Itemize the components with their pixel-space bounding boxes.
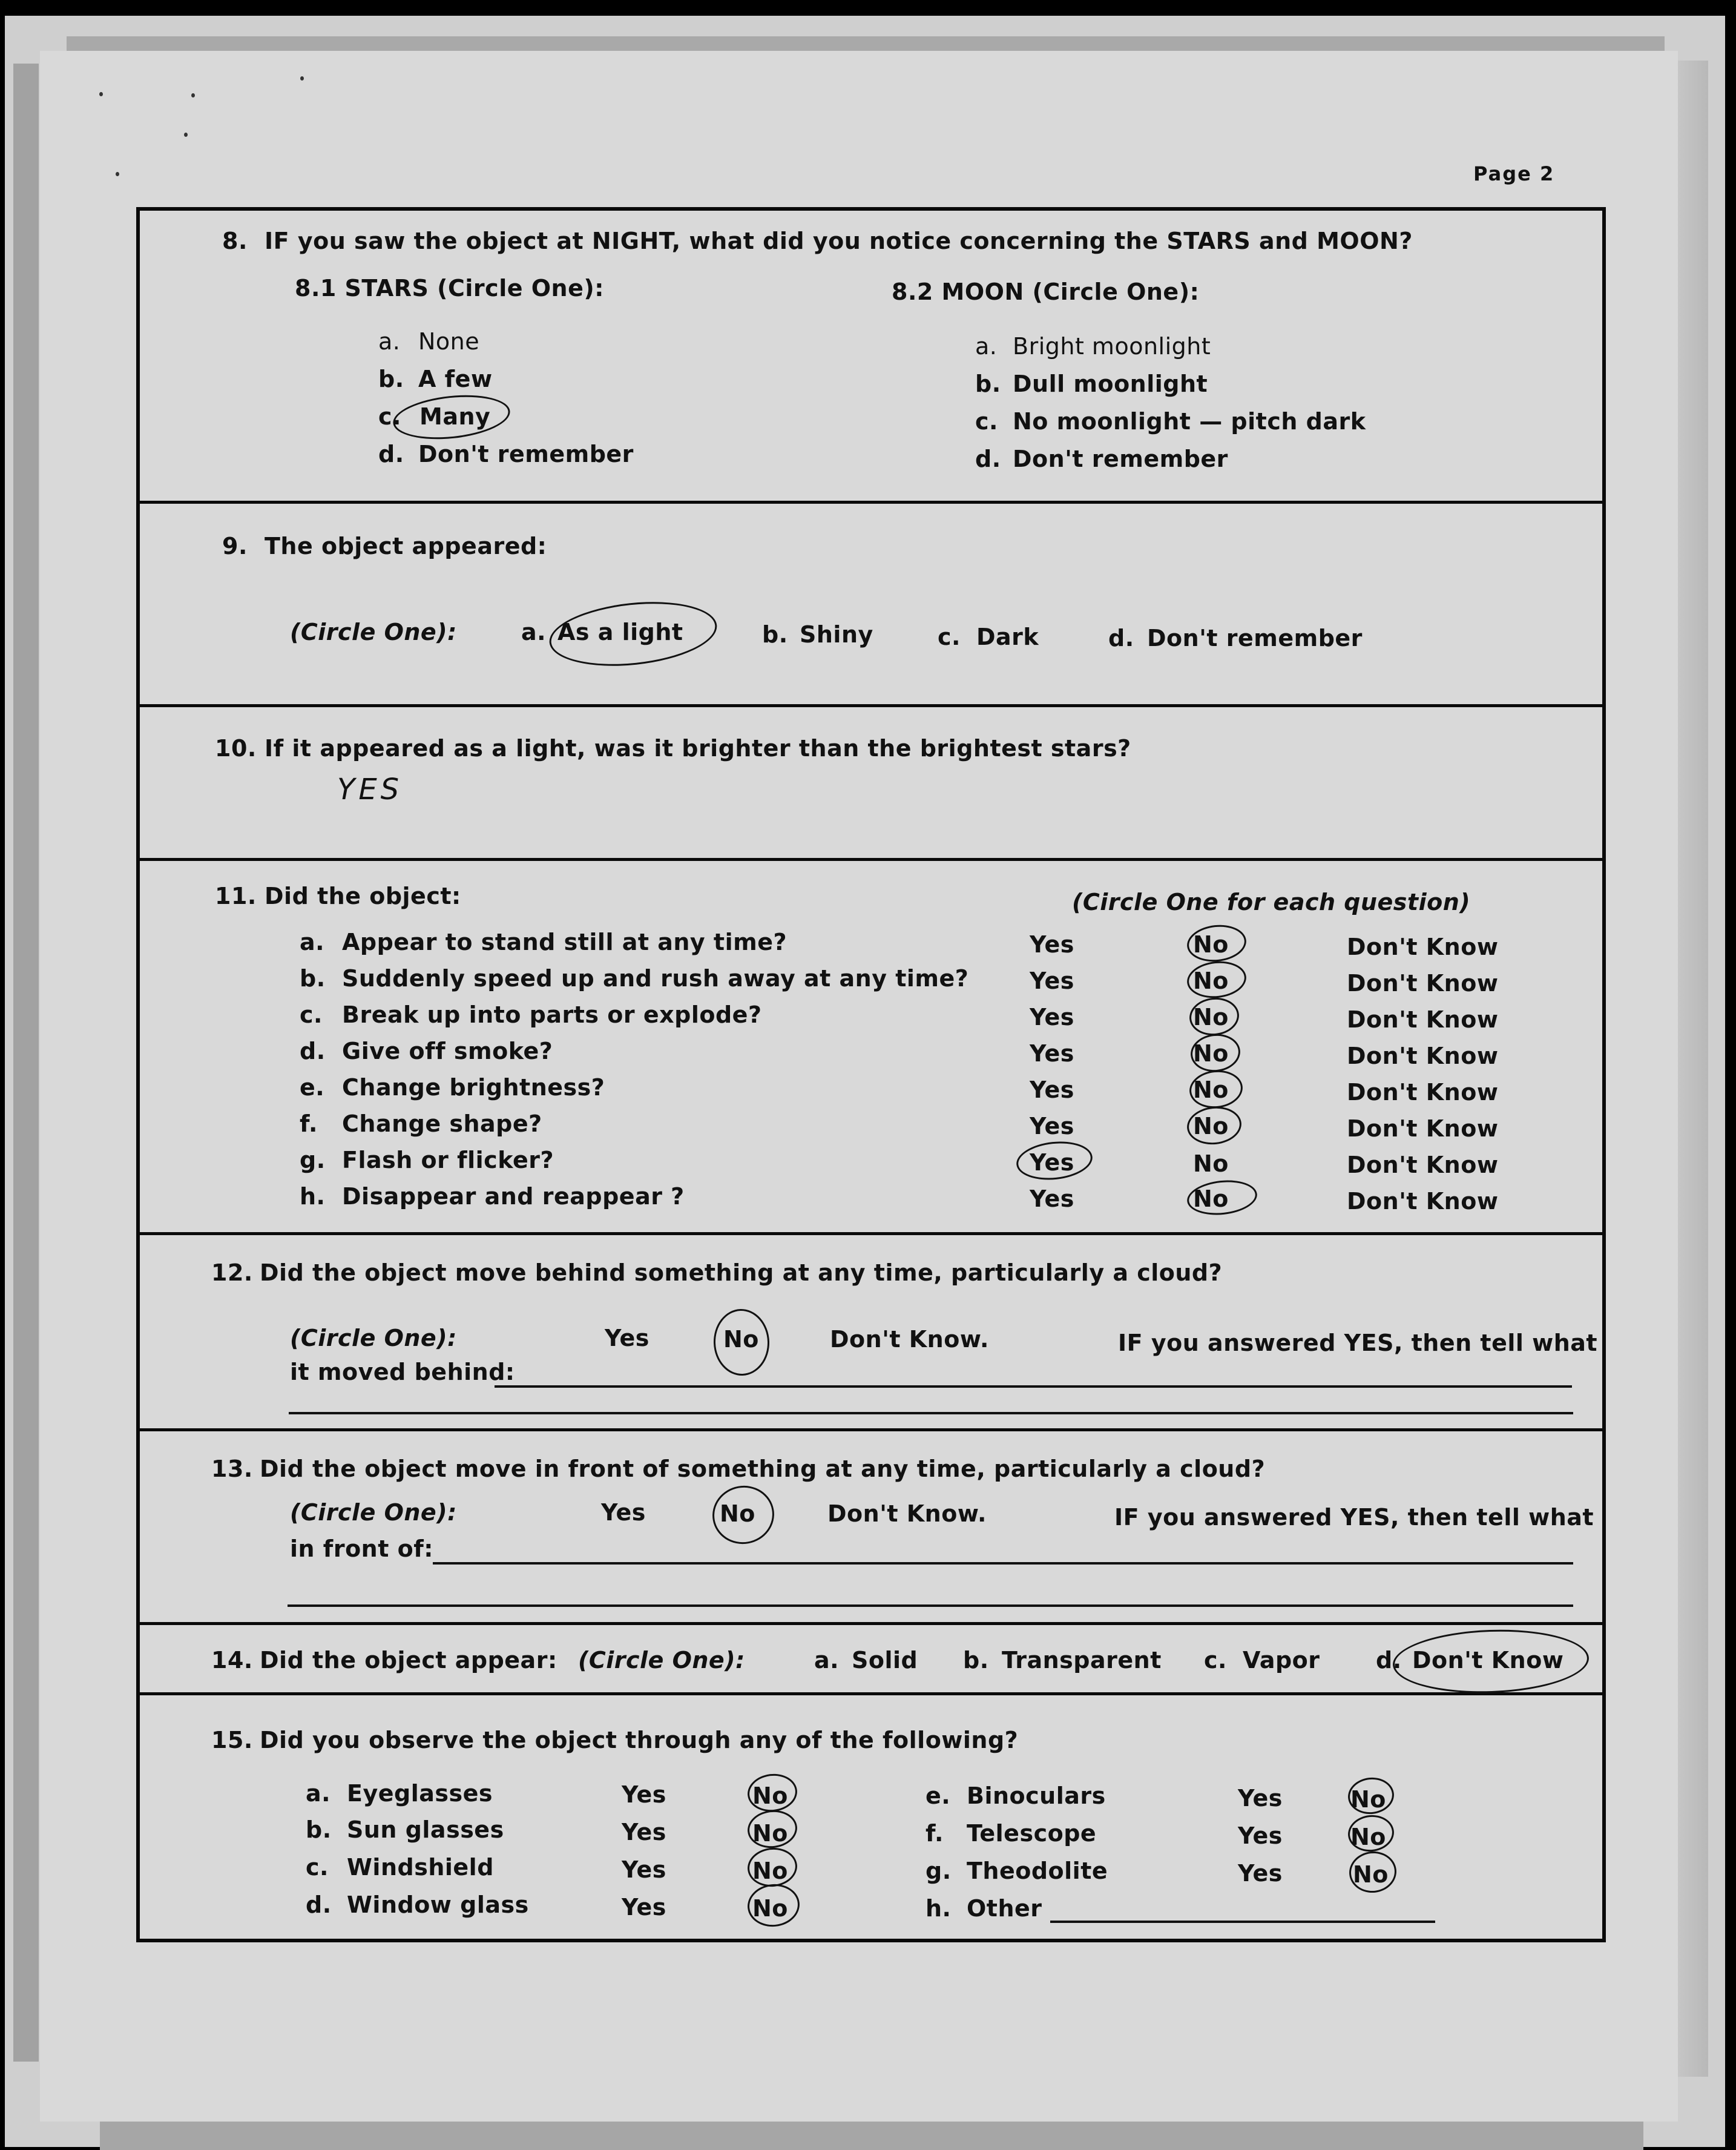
question-9-section: [140, 504, 1602, 707]
option-letter: c.: [1204, 1647, 1227, 1674]
q12-answer-yes[interactable]: Yes: [605, 1325, 649, 1351]
answer-yes[interactable]: Yes: [1030, 1077, 1074, 1103]
q8-number: 8.: [222, 228, 248, 254]
option-letter: b.: [963, 1647, 989, 1674]
answer-dont-know[interactable]: Don't Know: [1347, 1115, 1499, 1142]
questionnaire-form: [136, 207, 1606, 1942]
answer-no[interactable]: No: [1193, 1113, 1229, 1139]
option-letter: c.: [975, 408, 998, 435]
item-text: Change shape?: [342, 1110, 542, 1137]
q8-moon-heading: 8.2 MOON (Circle One):: [892, 279, 1200, 305]
q14-instruction: (Circle One):: [578, 1647, 745, 1674]
item-text: Suddenly speed up and rush away at any time?: [342, 965, 969, 992]
q10-prompt: If it appeared as a light, was it brighter than the brightest stars?: [265, 735, 1131, 762]
option-text: As a light: [557, 619, 683, 645]
q12-followup-text: IF you answered YES, then tell what: [1118, 1330, 1598, 1356]
option-text: No moonlight — pitch dark: [1013, 408, 1366, 435]
q13-prompt: Did the object move in front of something at any time, particularly a cloud?: [260, 1456, 1266, 1482]
answer-dont-know[interactable]: Don't Know: [1347, 970, 1499, 997]
item-letter: a.: [306, 1780, 331, 1807]
q8-stars-heading: 8.1 STARS (Circle One):: [295, 275, 604, 302]
answer-no[interactable]: No: [1193, 1004, 1229, 1030]
option-text: Transparent: [1002, 1647, 1162, 1674]
dust-speck: [184, 133, 188, 137]
scan-frame-shadow-right: [1678, 61, 1708, 2077]
answer-no[interactable]: No: [1193, 931, 1229, 958]
item-text: Window glass: [347, 1891, 529, 1918]
answer-dont-know[interactable]: Don't Know: [1347, 1188, 1499, 1215]
item-text: Telescope: [967, 1820, 1097, 1847]
answer-yes[interactable]: Yes: [1238, 1785, 1283, 1812]
answer-no[interactable]: No: [1193, 1150, 1229, 1177]
item-letter: c.: [306, 1854, 329, 1881]
question-8-section: [140, 211, 1602, 504]
item-letter: f.: [300, 1110, 318, 1137]
option-letter: d.: [1376, 1647, 1402, 1674]
option-text: Don't remember: [1147, 625, 1363, 651]
q13-followup-text: IF you answered YES, then tell what: [1114, 1504, 1594, 1531]
q13-answer-dont-know[interactable]: Don't Know.: [827, 1500, 987, 1527]
answer-no[interactable]: No: [1350, 1786, 1386, 1813]
q13-answer-no[interactable]: No: [720, 1500, 755, 1527]
option-letter: a.: [378, 328, 401, 355]
option-letter: b.: [378, 366, 404, 392]
q14-number: 14.: [211, 1647, 253, 1674]
q14-prompt: Did the object appear:: [260, 1647, 557, 1674]
option-text: Don't remember: [418, 441, 634, 467]
q15-prompt: Did you observe the object through any of the following?: [260, 1727, 1019, 1753]
dust-speck: [99, 92, 103, 96]
item-text: Change brightness?: [342, 1074, 605, 1101]
answer-yes[interactable]: Yes: [1238, 1860, 1283, 1887]
answer-no[interactable]: No: [1193, 1185, 1229, 1212]
item-text: Flash or flicker?: [342, 1147, 554, 1173]
answer-no[interactable]: No: [1193, 968, 1229, 994]
option-letter: b.: [762, 621, 788, 648]
q10-handwritten-answer[interactable]: YES: [337, 773, 403, 806]
answer-no[interactable]: No: [752, 1895, 788, 1922]
answer-yes[interactable]: Yes: [622, 1856, 666, 1883]
answer-yes[interactable]: Yes: [622, 1819, 666, 1845]
option-letter: d.: [1108, 625, 1134, 651]
answer-dont-know[interactable]: Don't Know: [1347, 1006, 1499, 1033]
item-text: Give off smoke?: [342, 1038, 553, 1064]
question-12-section: [140, 1235, 1602, 1431]
q15-number: 15.: [211, 1727, 253, 1753]
item-text: Other: [967, 1895, 1042, 1922]
item-text: Binoculars: [967, 1782, 1106, 1809]
q12-followup-input-line-1[interactable]: [495, 1385, 1572, 1388]
option-text: A few: [418, 366, 493, 392]
answer-no[interactable]: No: [1193, 1040, 1229, 1067]
item-text: Appear to stand still at any time?: [342, 929, 787, 955]
q10-number: 10.: [215, 735, 257, 762]
option-letter: b.: [975, 371, 1001, 397]
item-letter: f.: [926, 1820, 944, 1847]
scan-frame-shadow-left: [13, 64, 39, 2062]
item-letter: g.: [926, 1858, 952, 1884]
q9-number: 9.: [222, 533, 248, 559]
answer-no[interactable]: No: [752, 1858, 788, 1884]
q9-instruction: (Circle One):: [290, 619, 457, 645]
q13-number: 13.: [211, 1456, 253, 1482]
q12-instruction: (Circle One):: [290, 1325, 457, 1351]
answer-yes[interactable]: Yes: [1030, 931, 1074, 958]
q9-prompt: The object appeared:: [265, 533, 547, 559]
item-letter: g.: [300, 1147, 326, 1173]
answer-no[interactable]: No: [1350, 1824, 1386, 1850]
question-13-section: [140, 1431, 1602, 1625]
option-letter: d.: [975, 446, 1001, 472]
option-text: Don't remember: [1013, 446, 1228, 472]
item-letter: d.: [300, 1038, 326, 1064]
answer-yes[interactable]: Yes: [1030, 1113, 1074, 1139]
q15-other-input-line[interactable]: [1050, 1921, 1435, 1923]
item-text: Break up into parts or explode?: [342, 1001, 762, 1028]
answer-no[interactable]: No: [752, 1820, 788, 1847]
question-14-section: [140, 1625, 1602, 1695]
q11-instruction: (Circle One for each question): [1072, 889, 1471, 915]
q13-followup-input-line-2[interactable]: [288, 1604, 1573, 1607]
option-text: Dark: [976, 624, 1039, 650]
answer-yes[interactable]: Yes: [1030, 968, 1074, 994]
scan-frame-shadow-bottom: [100, 2119, 1643, 2150]
answer-dont-know[interactable]: Don't Know: [1347, 934, 1499, 960]
answer-yes[interactable]: Yes: [1030, 1149, 1074, 1176]
answer-no[interactable]: No: [1193, 1077, 1229, 1103]
item-letter: h.: [300, 1183, 326, 1210]
option-text: Don't Know: [1412, 1647, 1564, 1674]
answer-dont-know[interactable]: Don't Know: [1347, 1043, 1499, 1069]
answer-yes[interactable]: Yes: [1030, 1040, 1074, 1067]
item-text: Disappear and reappear ?: [342, 1183, 685, 1210]
q12-followup-label: it moved behind:: [290, 1359, 515, 1385]
item-letter: b.: [300, 965, 326, 992]
option-text: Dull moonlight: [1013, 371, 1208, 397]
option-letter: a.: [975, 333, 998, 360]
answer-dont-know[interactable]: Don't Know: [1347, 1152, 1499, 1178]
q12-answer-dont-know[interactable]: Don't Know.: [830, 1326, 989, 1353]
option-letter: a.: [814, 1647, 840, 1674]
option-text: Solid: [852, 1647, 918, 1674]
q13-answer-yes[interactable]: Yes: [601, 1499, 646, 1526]
answer-no[interactable]: No: [752, 1782, 788, 1809]
answer-yes[interactable]: Yes: [1030, 1004, 1074, 1030]
option-text: Many: [419, 403, 491, 430]
answer-dont-know[interactable]: Don't Know: [1347, 1079, 1499, 1106]
item-letter: d.: [306, 1891, 332, 1918]
question-15-section: [140, 1695, 1602, 1939]
answer-yes[interactable]: Yes: [1238, 1822, 1283, 1849]
q12-followup-input-line-2[interactable]: [289, 1412, 1573, 1414]
q13-instruction: (Circle One):: [290, 1499, 457, 1526]
dust-speck: [116, 172, 119, 176]
option-letter: c.: [938, 624, 961, 650]
option-text: Shiny: [800, 621, 873, 648]
option-text: None: [418, 328, 480, 355]
q11-prompt: Did the object:: [265, 883, 461, 909]
item-text: Theodolite: [967, 1858, 1108, 1884]
item-text: Sun glasses: [347, 1816, 504, 1843]
item-text: Eyeglasses: [347, 1780, 493, 1807]
answer-yes[interactable]: Yes: [622, 1894, 666, 1921]
option-letter: c.: [378, 403, 401, 430]
q8-prompt: IF you saw the object at NIGHT, what did you notice concerning the STARS and MOON?: [265, 228, 1413, 254]
item-letter: e.: [926, 1782, 951, 1809]
page-number: Page 2: [1473, 162, 1555, 185]
question-11-section: [140, 861, 1602, 1235]
option-letter: d.: [378, 441, 404, 467]
q12-prompt: Did the object move behind something at any time, particularly a cloud?: [260, 1259, 1223, 1286]
dust-speck: [300, 76, 304, 81]
item-letter: c.: [300, 1001, 323, 1028]
item-letter: e.: [300, 1074, 325, 1101]
item-letter: b.: [306, 1816, 332, 1843]
item-text: Windshield: [347, 1854, 494, 1881]
answer-yes[interactable]: Yes: [1030, 1185, 1074, 1212]
q13-followup-input-line-1[interactable]: [433, 1562, 1573, 1565]
item-letter: h.: [926, 1895, 952, 1922]
option-text: Bright moonlight: [1013, 333, 1211, 360]
q11-number: 11.: [215, 883, 257, 909]
option-letter: a.: [521, 619, 547, 645]
q12-answer-no[interactable]: No: [723, 1326, 759, 1353]
scan-frame-shadow-top: [67, 36, 1665, 51]
item-letter: a.: [300, 929, 325, 955]
answer-yes[interactable]: Yes: [622, 1781, 666, 1808]
answer-no[interactable]: No: [1353, 1861, 1389, 1888]
question-10-section: [140, 707, 1602, 861]
q13-followup-label: in front of:: [290, 1535, 433, 1562]
option-text: Vapor: [1243, 1647, 1320, 1674]
dust-speck: [191, 93, 195, 97]
q12-number: 12.: [211, 1259, 253, 1286]
